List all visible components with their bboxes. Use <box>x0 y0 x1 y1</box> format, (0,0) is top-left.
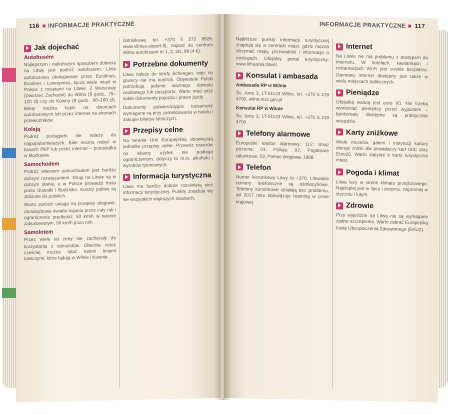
paragraph: Podróż pociągiem nie należy do najpopularniejszych. Bilet można nabyć w kasach PKP lub przez internet – przesiadka w Mockawie. <box>24 132 116 159</box>
right-page-header <box>319 22 428 30</box>
bold-line: Ambasada RP w Wilnie <box>236 82 287 89</box>
paragraph: Europejski telefon alarmowy: 112; Straż pożarna: 01; Policja: 02; Pogotowie ratunkowe: 03; Pomoc drogowa: 1888 <box>236 140 329 160</box>
section-heading <box>336 42 428 52</box>
paragraph: Oficjalną walutą jest euro (€). Nie trzeba wymieniać pieniędzy przed wyjazdem – bankomaty dostępne są praktycznie wszędzie. <box>336 99 428 124</box>
section-heading-text: Pieniądze <box>346 87 380 98</box>
header-dot-icon: ■ <box>407 23 412 30</box>
left-page-header <box>26 22 135 30</box>
paragraph: Przy wyjeździe na Litwę nie są wymagane żadne szczepienia. Warto zabrać Europejską Kartę Ubezpieczenia Zdrowotnego (EKUZ). <box>336 212 428 232</box>
section-arrow-icon <box>336 43 343 50</box>
paragraph: Przez wiele lat ceny nie zachęcały do korzystania z samolotów. Obecnie coraz częściej można latać tanimi liniami lotniczymi, które lądują w Wilnie i Kownie. <box>24 235 116 262</box>
left-page-column-1 <box>24 38 116 392</box>
book-edge-right <box>438 30 448 388</box>
section-arrow-icon <box>24 44 31 51</box>
section-arrow-icon <box>123 128 130 135</box>
section-arrow-icon <box>123 174 130 181</box>
section-heading <box>336 168 428 178</box>
left-page-header-title: INFORMACJE PRAKTYCZNE <box>47 21 135 30</box>
section-arrow-icon <box>336 129 343 136</box>
section-heading <box>336 88 428 98</box>
right-page-header-title: INFORMACJE PRAKTYCZNE <box>319 21 407 30</box>
section-arrow-icon <box>336 89 343 96</box>
subheading: Samochodem <box>24 161 60 169</box>
paragraph: Na terenie Unii Europejskiej obowiązują jednolite przepisy celne. Przewóz towarów na własny użytek nie podlega ograniczeniom, dotyczy to m.in. alkoholu i wyrobów tytoniowych. <box>123 136 213 169</box>
paragraph: Šv. Jono 3, LT-01123 Wilno, tel. +370 5 219 4700, wilno.msz.gov.pl <box>236 90 329 103</box>
section-heading <box>236 129 329 139</box>
paragraph: Numer kierunkowy Litwy to +370. Litewskie numery telefoniczne są ośmiocyfrowe. Telefony komórkowe działają bez problemu, od 2017 roku obowiązuje roaming w cenie krajowej. <box>236 174 329 205</box>
section-heading <box>336 202 428 212</box>
section-heading-text: Informacja turystyczna <box>133 170 212 182</box>
section-arrow-icon <box>336 168 343 175</box>
page-tab-orange <box>2 218 16 230</box>
paragraph: Najbliższe punkty informacji turystycznej znajdują się w centrach miast, gdzie można otrzymać mapy, przewodniki i informacje o noclegach. Oficjalny portal turystyczny: www.lithuania.travel. <box>236 36 329 67</box>
left-page-number: 116 <box>29 23 40 31</box>
paragraph: (lotniskowe, tel. +370 5 273 8828, www.vilnius-airport.lt), dojazd do centrum Wilna autobusem nr 1, 2, 3G, 88 (4 €). <box>123 36 213 56</box>
paragraph: Warto zwrócić uwagę na przepisy drogowe, obowiązkowe światła mijania przez cały rok i ograniczenia prędkości: 50 km/h w terenie zabudowanym, 90 km/h poza nim. <box>24 200 116 227</box>
paragraph: Na Litwie nie ma problemu z dostępem do internetu. W hotelach, kawiarniach i restauracjach Wi-Fi jest zwykle bezpłatne. Darmowy internet dostępny jest także w wielu miejscach publicznych. <box>336 53 428 85</box>
right-page-column-1 <box>236 36 329 390</box>
paragraph: Litwa należy do strefy Schengen, więc na granicy nie ma kontroli. Obywatele Polski potrzebują jedynie ważnego dowodu osobistego lub paszportu. Warto mieć przy sobie dokumenty pojazdu i prawo jazdy. <box>123 69 213 102</box>
section-heading-text: Potrzebne dokumenty <box>133 57 209 69</box>
subheading: Samolotem <box>24 229 54 237</box>
paragraph: Litwa leży w strefie klimatu przejściowego. Najcieplej jest w lipcu i sierpniu, najzimniej w styczniu i lutym. <box>336 178 428 198</box>
section-arrow-icon <box>336 202 343 209</box>
section-heading-text: Zdrowie <box>346 200 374 211</box>
paragraph: Najlepszym i najtańszym sposobem dotarcia na Litwę jest podróż autobusem. Linia autobusowa obsługiwane przez Eurolines, Ecolines i Luxexpress, łączą wiele miast w Polsce z miastami na Litwie. Z Warszawy (Dworzec Zachodni) do Wilna (8 godz., 75–120 zł) czy do Kowna (8 godz., 66–160 zł). Bilety można kupić na dworcach autobusowych lub przez internet na stronach przewoźników. <box>24 60 116 124</box>
column-divider <box>332 38 333 388</box>
section-heading-text: Karty zniżkowe <box>346 127 398 138</box>
header-dot-icon: ■ <box>42 23 47 30</box>
section-heading-text: Konsulat i ambasada <box>246 70 318 81</box>
paragraph: Šv. Jono 3, LT-01123 Wilno, tel. +370 5 219 4700 <box>236 113 329 125</box>
section-heading-text: Przepisy celne <box>133 125 183 136</box>
section-heading <box>336 128 428 138</box>
paragraph: Dokumenty potwierdzające tożsamość wymagane są przy zameldowaniu w hotelu i zakupie biletów lotniczych. <box>123 102 213 123</box>
paragraph: Wiele muzeów, galerii i instytucji kultury oferuje zniżki dla posiadaczy kart ISIC oraz Euro26. Warto zapytać o karty turystyczne miast. <box>336 139 428 164</box>
left-page <box>16 14 221 402</box>
section-arrow-icon <box>123 61 130 68</box>
book-edge-left <box>2 28 16 388</box>
section-arrow-icon <box>236 164 243 171</box>
page-tab-pink <box>2 68 16 82</box>
section-heading-text: Jak dojechać <box>34 41 80 52</box>
section-heading <box>123 171 213 181</box>
paragraph: Podróż własnym samochodem jest bardzo dobrym rozwiązaniem. Drogi na Litwie są w dobrym stanie, a w Polsce prowadzi trasa przez Suwałki i Budzisko. Koszty paliwa są zbliżone do polskich. <box>24 167 116 200</box>
section-heading <box>123 59 213 69</box>
right-page <box>224 14 438 402</box>
page-tab-blue <box>2 148 16 158</box>
page-tab-green <box>2 288 16 298</box>
left-page-column-2 <box>123 36 213 390</box>
right-page-number: 117 <box>414 23 425 31</box>
subheading: Autobusem <box>24 54 54 62</box>
section-heading <box>123 125 213 135</box>
right-page-column-2 <box>336 38 428 392</box>
section-arrow-icon <box>236 130 243 137</box>
section-heading <box>24 42 116 52</box>
subheading: Koleją <box>24 127 41 134</box>
section-heading <box>236 163 329 173</box>
section-heading-text: Telefon <box>246 162 272 172</box>
paragraph: Litwa ma bardzo dobrze rozwiniętą sieć informacji turystycznej. Punkty znajdują się we wszystkich większych miastach. <box>123 182 213 202</box>
bold-line: Konsulat RP w Wilnie <box>236 104 283 111</box>
section-heading-text: Internet <box>346 41 373 52</box>
book-spine <box>214 14 232 400</box>
column-divider <box>119 38 120 388</box>
section-heading-text: Telefony alarmowe <box>246 128 311 140</box>
section-arrow-icon <box>236 72 243 79</box>
section-heading <box>236 71 329 81</box>
section-heading-text: Pogoda i klimat <box>346 167 400 178</box>
